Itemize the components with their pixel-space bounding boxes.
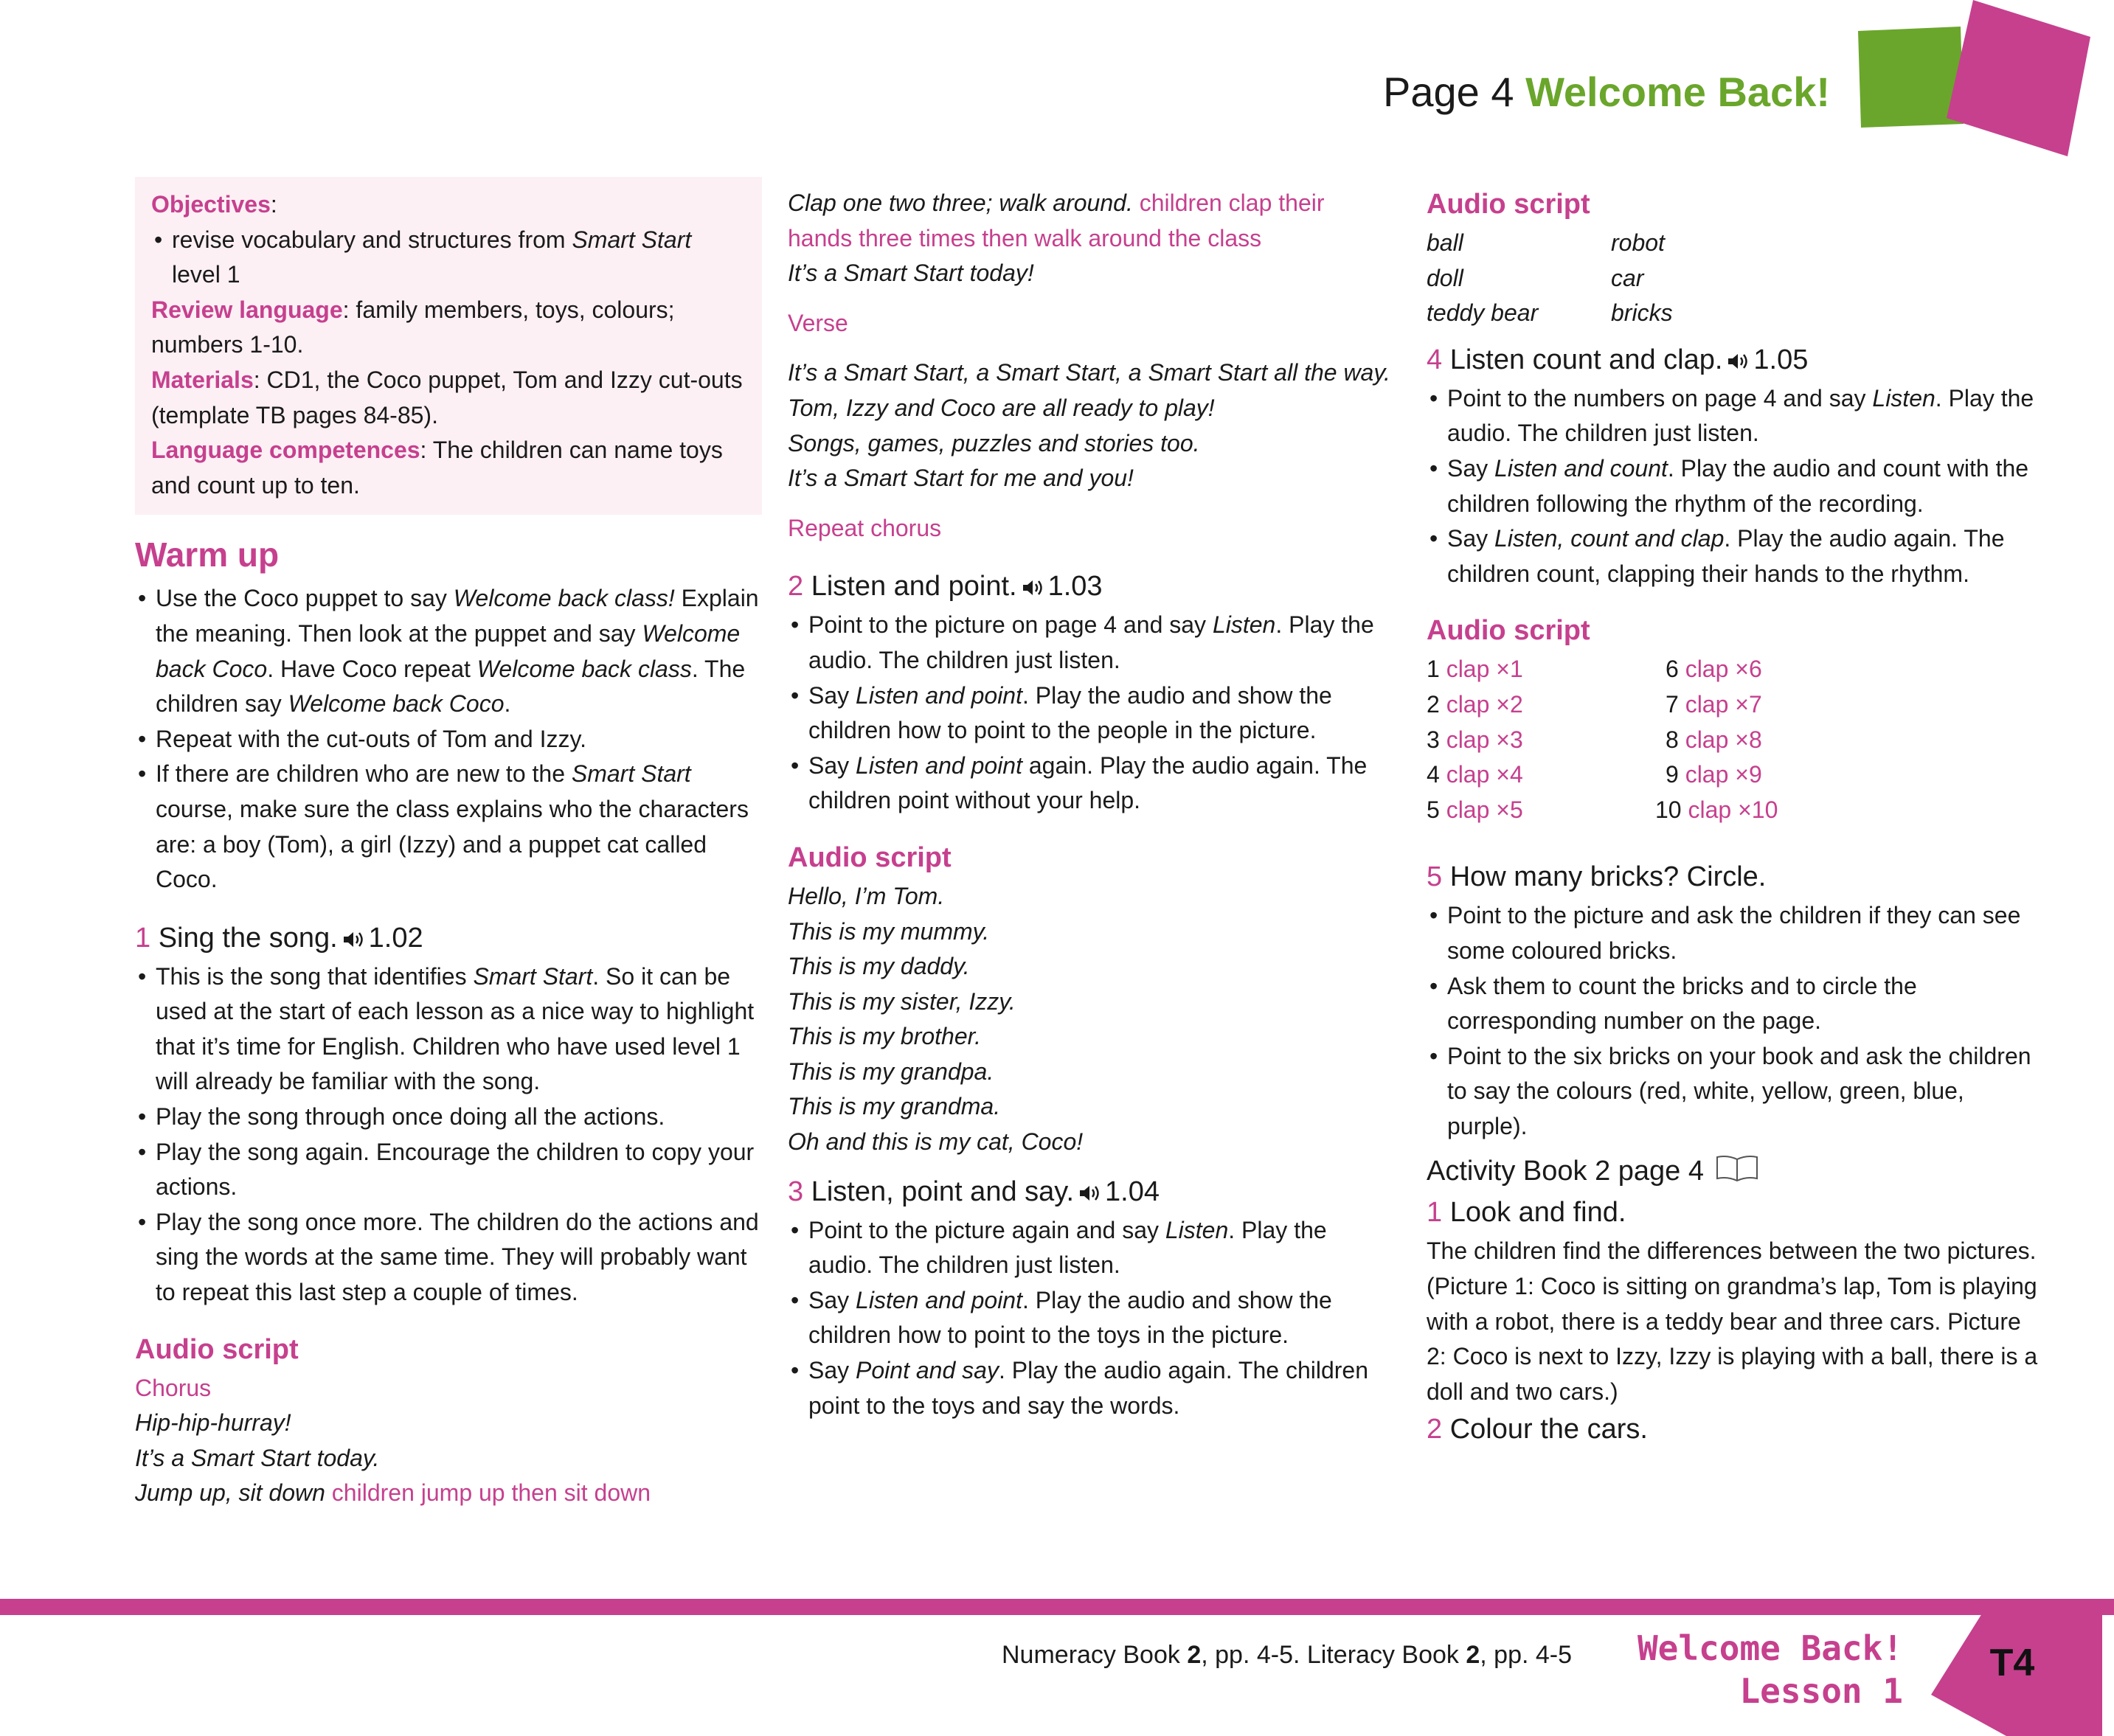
activity-step-2-heading: 2 Colour the cars.: [1427, 1414, 1648, 1445]
list-item: • Say Listen and count. Play the audio and count with the children following the rhythm of the recording.: [1427, 451, 2039, 521]
step-4-list: [1427, 381, 2039, 592]
list-item: • Play the song once more. The children do the actions and sing the words at the same time. They will probably want to repeat this last step a couple of times.: [135, 1205, 762, 1310]
list-item: • Ask them to count the bricks and to circle the corresponding number on the page.: [1427, 969, 2039, 1039]
list-item: • Point to the picture on page 4 and say Listen. Play the audio. The children just listen.: [788, 608, 1393, 678]
page-badge: [1925, 1608, 2102, 1736]
clap-row: 4 clap ×4: [1427, 761, 1523, 788]
warmup-list: [135, 581, 762, 897]
list-item: • Say Listen and point. Play the audio and show the children how to point to the people in the picture.: [788, 678, 1393, 749]
list-item: • Point to the picture again and say Listen. Play the audio. The children just listen.: [788, 1213, 1393, 1283]
script-line: This is my brother.: [788, 1023, 981, 1050]
activity-step-1-heading: 1 Look and find.: [1427, 1197, 1626, 1229]
clap-row: 10 clap ×10: [1655, 796, 1778, 823]
chorus-label: Chorus: [135, 1374, 212, 1401]
script-line: Hello, I’m Tom.: [788, 882, 945, 909]
speaker-icon: [1022, 578, 1044, 597]
list-item: • Say Listen and point. Play the audio and show the children how to point to the toys in the picture.: [788, 1283, 1393, 1353]
clap-row: 1 clap ×1: [1427, 656, 1523, 683]
song-line: Clap one two three; walk around. children clap their hands three times then walk around the class: [788, 190, 1325, 251]
review-language: Review language: family members, toys, colours; numbers 1-10.: [151, 296, 675, 358]
script-line: This is my daddy.: [788, 953, 970, 980]
step-3-heading: 3 Listen, point and say. 1.04: [788, 1176, 1160, 1207]
song-line: It’s a Smart Start today!: [788, 260, 1034, 287]
clap-row: 6 clap ×6: [1666, 656, 1762, 683]
step-1-list: [135, 959, 762, 1310]
clap-script-table: [1427, 652, 2039, 827]
column-right: [1427, 186, 2039, 1451]
list-item: • Point to the six bricks on your book and ask the children to say the colours (red, white, yellow, green, blue, purple).: [1427, 1039, 2039, 1145]
objectives-label: Objectives: [151, 191, 271, 218]
script-word: robot: [1611, 229, 1665, 256]
clap-row: 7 clap ×7: [1666, 690, 1762, 718]
song-line: It’s a Smart Start today.: [135, 1444, 380, 1471]
song-line: Hip-hip-hurray!: [135, 1409, 291, 1437]
list-item: • Point to the picture and ask the children if they can see some coloured bricks.: [1427, 898, 2039, 968]
script-word: teddy bear: [1427, 299, 1539, 327]
script-word: doll: [1427, 264, 1463, 291]
materials: Materials: CD1, the Coco puppet, Tom and Izzy cut-outs (template TB pages 84-85).: [151, 366, 743, 428]
objectives-bullet: • revise vocabulary and structures from Smart Start level 1: [151, 223, 746, 293]
page-badge-label: T4: [1989, 1642, 2035, 1684]
script-word: ball: [1427, 229, 1463, 256]
script-line: Oh and this is my cat, Coco!: [788, 1128, 1084, 1156]
footer-title-line2: Lesson 1: [1739, 1671, 1903, 1711]
family-script-title: Audio script: [788, 841, 952, 873]
book-icon: [1714, 1153, 1760, 1183]
list-item: • Play the song again. Encourage the children to copy your actions.: [135, 1135, 762, 1205]
column-left: [135, 177, 762, 1511]
script-line: This is my mummy.: [788, 917, 990, 945]
step-3-list: [788, 1213, 1393, 1424]
list-item: • Play the song through once doing all the actions.: [135, 1100, 762, 1135]
column-middle: [788, 186, 1393, 1423]
list-item: • Repeat with the cut-outs of Tom and Izzy.: [135, 722, 762, 757]
clap-row: 2 clap ×2: [1427, 690, 1523, 718]
speaker-icon: [342, 930, 364, 949]
clap-script-title: Audio script: [1427, 615, 1590, 647]
warmup-title: Warm up: [135, 535, 280, 574]
clap-row: 8 clap ×8: [1666, 726, 1762, 753]
page-title: Welcome Back!: [1525, 69, 1830, 115]
footer-lesson-title: [1619, 1627, 1903, 1712]
list-item: • Use the Coco puppet to say Welcome back class! Explain the meaning. Then look at the puppet and say Welcome back Coco. Have Coco repeat Welcome back class. The children say Welcome back Coco.: [135, 581, 762, 721]
clap-row: 5 clap ×5: [1427, 796, 1523, 823]
list-item: • Say Listen and point again. Play the audio again. The children point without your help.: [788, 749, 1393, 819]
speaker-icon: [1078, 1184, 1101, 1203]
verse-label: Verse: [788, 309, 848, 336]
step-5-heading: 5 How many bricks? Circle.: [1427, 861, 1767, 893]
list-item: • If there are children who are new to the Smart Start course, make sure the class explains who the characters are: a boy (Tom), a girl (Izzy) and a puppet cat called Coco.: [135, 757, 762, 897]
step-4-heading: 4 Listen count and clap. 1.05: [1427, 344, 1809, 375]
speaker-icon: [1727, 352, 1749, 371]
toys-script-table: [1427, 226, 2039, 331]
script-line: This is my grandma.: [788, 1093, 1001, 1120]
script-line: This is my grandpa.: [788, 1058, 994, 1085]
verse-line: It’s a Smart Start for me and you!: [788, 465, 1134, 492]
footer-book-references: Numeracy Book 2, pp. 4-5. Literacy Book 2, pp. 4-5: [1002, 1641, 1573, 1669]
verse-line: Tom, Izzy and Coco are all ready to play!: [788, 394, 1215, 421]
step-2-heading: 2 Listen and point. 1.03: [788, 571, 1103, 603]
list-item: • Say Listen, count and clap. Play the audio again. The children count, clapping their hands to the rhythm.: [1427, 521, 2039, 591]
page-header: [1383, 66, 1830, 118]
script-line: This is my sister, Izzy.: [788, 987, 1016, 1015]
repeat-chorus: Repeat chorus: [788, 514, 942, 541]
list-item: • This is the song that identifies Smart Start. So it can be used at the start of each lesson as a nice way to highlight that it’s time for English. Children who have used level 1 will already be familiar with the song.: [135, 959, 762, 1100]
list-item: • Say Point and say. Play the audio again. The children point to the toys and say the words.: [788, 1353, 1393, 1423]
list-item: • Point to the numbers on page 4 and say Listen. Play the audio. The children just listen.: [1427, 381, 2039, 451]
verse-line: Songs, games, puzzles and stories too.: [788, 429, 1200, 456]
activity-book-heading: Activity Book 2 page 4: [1427, 1151, 2039, 1191]
step-1-heading: 1 Sing the song. 1.02: [135, 922, 423, 954]
footer-bar: [0, 1599, 2114, 1615]
song-line: Jump up, sit down children jump up then sit down: [135, 1479, 651, 1507]
script-word: car: [1611, 264, 1644, 291]
song-script-title: Audio script: [135, 1333, 299, 1365]
footer-title-line1: Welcome Back!: [1637, 1628, 1903, 1668]
verse-line: It’s a Smart Start, a Smart Start, a Smart Start all the way.: [788, 359, 1390, 386]
step-5-list: [1427, 898, 2039, 1144]
activity-step-1-text: The children find the differences between the two pictures. (Picture 1: Coco is sitting on grandma’s lap, Tom is playing with a robot, there is a teddy bear and three cars. Picture 2: Coco is next to Izzy, Izzy is playing with a ball, there is a doll and two cars.): [1427, 1237, 2038, 1405]
page-label: Page 4: [1383, 69, 1514, 115]
objectives-box: Objectives: • revise vocabulary and structures from Smart Start level 1 Review language: family members, toys, colours; numbers 1-10. Materials: CD1, the Coco puppet, Tom and Izzy cut-outs (template TB pages 84-85). Language competences: The children can name toys and count up to ten.: [135, 177, 762, 515]
clap-row: 9 clap ×9: [1666, 761, 1762, 788]
script-word: bricks: [1611, 299, 1673, 327]
clap-row: 3 clap ×3: [1427, 726, 1523, 753]
corner-decoration: [1844, 0, 2114, 170]
toys-script-title: Audio script: [1427, 189, 1590, 220]
step-2-list: [788, 608, 1393, 819]
language-competences: Language competences: The children can name toys and count up to ten.: [151, 437, 723, 499]
